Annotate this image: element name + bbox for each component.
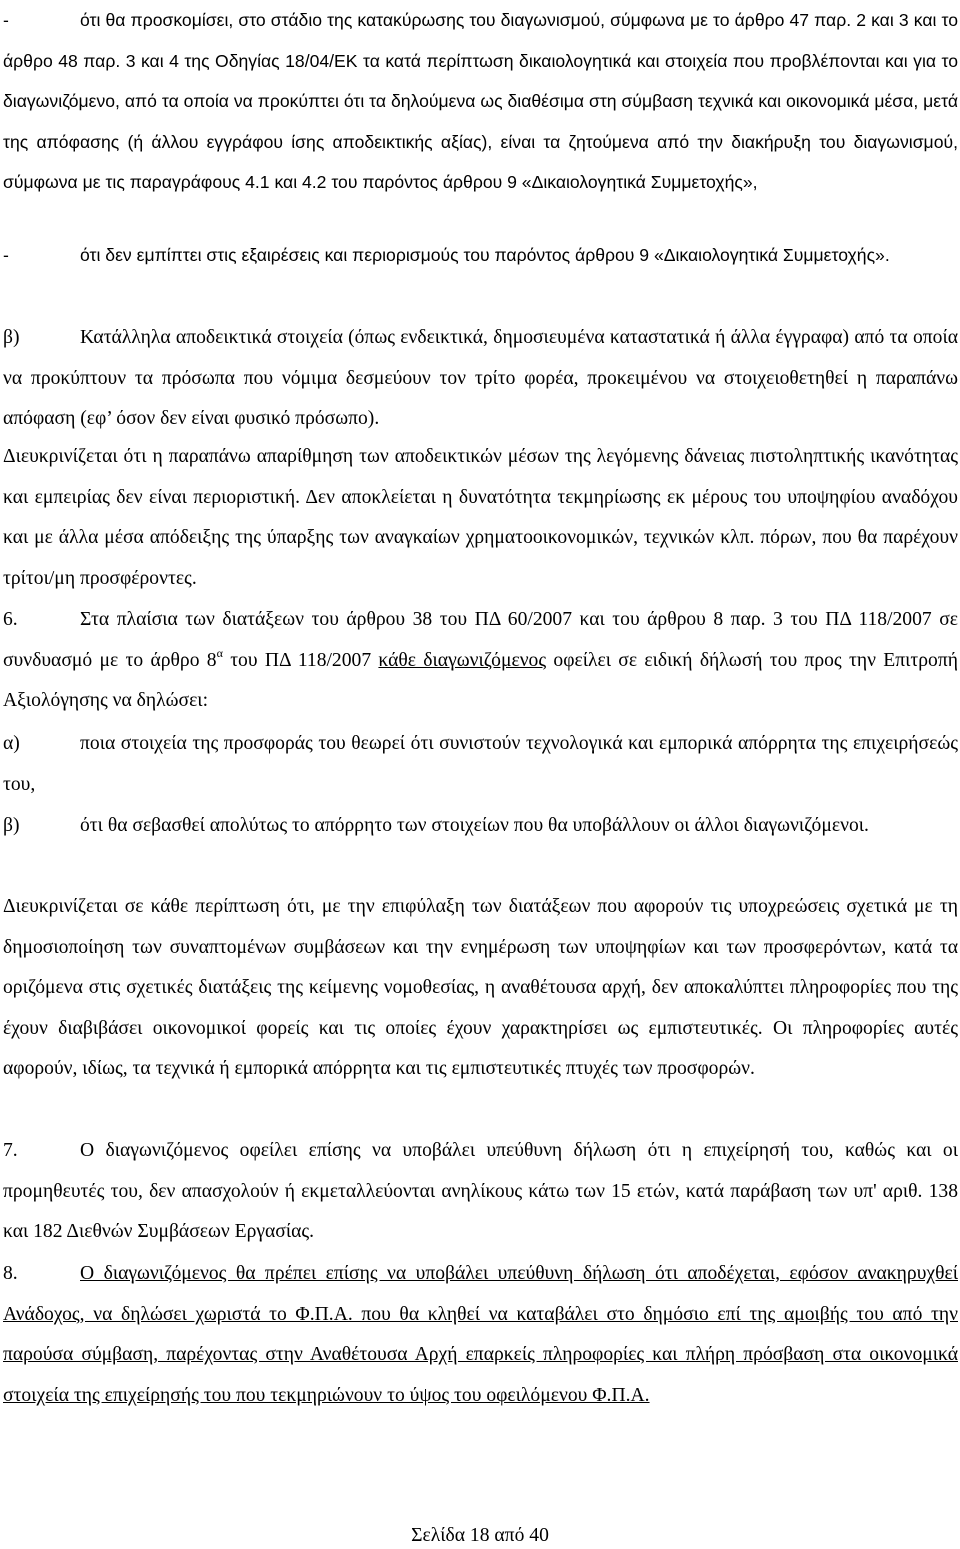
underlined-text: Ο διαγωνιζόμενος θα πρέπει επίσης να υποβάλει υπεύθυνη δήλωση ότι αποδέχεται, εφόσον ανακηρυχθεί Ανάδοχος, να δηλώσει χωριστά το Φ.Π.Α. που θα κληθεί να καταβάλει στο δημόσιο επί της αμοιβής του από την παρούσα σύμβαση, παρέχοντας στην Αναθέτουσα Αρχή επαρκείς πληροφορίες και πλήρη πρόσβαση στα οικονομικά στοιχεία της επιχείρησής του που τεκμηριώνουν το ύψος του οφειλόμενου Φ.Π.Α.	[3, 1263, 958, 1406]
item-marker: β)	[3, 815, 20, 836]
page-footer	[0, 1524, 960, 1548]
underlined-text: κάθε διαγωνιζόμενος	[378, 649, 547, 671]
bullet-marker: -	[3, 245, 9, 265]
paragraph-text: ότι θα σεβασθεί απολύτως το απόρρητο των στοιχείων που θα υποβάλλουν οι άλλοι διαγωνιζόμενοι.	[80, 815, 869, 836]
paragraph-a	[3, 724, 958, 805]
item-marker: α)	[3, 733, 20, 754]
paragraph-b-2	[3, 806, 958, 847]
paragraph-section-7	[3, 1131, 958, 1253]
paragraph-text: ότι δεν εμπίπτει στις εξαιρέσεις και περιορισμούς του παρόντος άρθρου 9 «Δικαιολογητικά Συμμετοχής».	[80, 245, 890, 265]
paragraph-text: Κατάλληλα αποδεικτικά στοιχεία (όπως ενδεικτικά, δημοσιευμένα καταστατικά ή άλλα έγγραφα) από τα οποία να προκύπτουν τα πρόσωπα που νόμιμα δεσμεύουν τον τρίτο φορέα, προκειμένου να στοιχειοθετηθεί η παραπάνω απόφαση (εφ’ όσον δεν είναι φυσικό πρόσωπο).	[3, 327, 958, 429]
paragraph-text: Διευκρινίζεται σε κάθε περίπτωση ότι, με την επιφύλαξη των διατάξεων που αφορούν τις υποχρεώσεις σχετικά με τη δημοσιοποίηση των συναπτομένων συμβάσεων και την ενημέρωση των υποψηφίων και των προσφερόντων, κατά τα οριζόμενα στις σχετικές διατάξεις της κείμενης νομοθεσίας, η αναθέτουσα αρχή, δεν αποκαλύπτει πληροφορίες που της έχουν διαβιβάσει οικονομικοί φορείς και τις οποίες έχουν χαρακτηρίσει ως εμπιστευτικές. Οι πληροφορίες αυτές αφορούν, ιδίως, τα τεχνικά ή εμπορικά απόρρητα και τις εμπιστευτικές πτυχές των προσφορών.	[3, 896, 958, 1079]
paragraph-b	[3, 318, 958, 440]
paragraph-section-6	[3, 600, 958, 722]
paragraph-clarification-2	[3, 887, 958, 1090]
paragraph-clarification-1	[3, 437, 958, 599]
paragraph-text: ποια στοιχεία της προσφοράς του θεωρεί ότι συνιστούν τεχνολογικά και εμπορικά απόρρητα της επιχειρήσεώς του,	[3, 733, 958, 795]
superscript: α	[216, 645, 223, 660]
section-number: 8.	[3, 1263, 18, 1284]
section-number: 7.	[3, 1140, 18, 1161]
paragraph-text: του ΠΔ 118/2007	[222, 649, 379, 671]
paragraph-text: οφείλει σε ειδική δήλωσή του προς την Επιτροπή Αξιολόγησης να δηλώσει:	[3, 649, 958, 711]
item-marker: β)	[3, 327, 20, 348]
paragraph-section-8	[3, 1254, 958, 1416]
bullet-marker: -	[3, 10, 9, 30]
paragraph-text: Στα πλαίσια των διατάξεων του άρθρου 38 του ΠΔ 60/2007 και του άρθρου 8 παρ. 3 του ΠΔ 118/2007 σε συνδυασμό με το άρθρο 8	[3, 609, 958, 671]
paragraph-text: Ο διαγωνιζόμενος οφείλει επίσης να υποβάλει υπεύθυνη δήλωση ότι η επιχείρησή του, καθώς και οι προμηθευτές του, δεν απασχολούν ή εκμεταλλεύονται ανηλίκους κάτω των 15 ετών, κατά παράβαση των υπ' αριθ. 138 και 182 Διεθνών Συμβάσεων Εργασίας.	[3, 1140, 958, 1242]
paragraph-text: Διευκρινίζεται ότι η παραπάνω απαρίθμηση των αποδεικτικών μέσων της λεγόμενης δάνειας πιστοληπτικής ικανότητας και εμπειρίας δεν είναι περιοριστική. Δεν αποκλείεται η δυνατότητα τεκμηρίωσης εκ μέρους του υποψηφίου αναδόχου και με άλλα μέσα απόδειξης της ύπαρξης των αναγκαίων χρηματοοικονομικών, τεχνικών κλπ. πόρων, που θα παρέχουν τρίτοι/μη προσφέροντες.	[3, 446, 958, 589]
paragraph-bullet-1	[3, 0, 958, 203]
section-number: 6.	[3, 609, 18, 630]
paragraph-bullet-2	[3, 235, 958, 276]
page-number: Σελίδα 18 από 40	[411, 1525, 549, 1546]
paragraph-text: ότι θα προσκομίσει, στο στάδιο της κατακύρωσης του διαγωνισμού, σύμφωνα με το άρθρο 47 παρ. 2 και 3 και το άρθρο 48 παρ. 3 και 4 της Οδηγίας 18/04/ΕΚ τα κατά περίπτωση δικαιολογητικά και στοιχεία που προβλέπονται και για το διαγωνιζόμενο, από τα οποία να προκύπτει ότι τα δηλούμενα ως διαθέσιμα στη σύμβαση τεχνικά και οικονομικά μέσα, μετά της απόφασης (ή άλλου εγγράφου ίσης αποδεικτικής αξίας), είναι τα ζητούμενα από την διακήρυξη του διαγωνισμού, σύμφωνα με τις παραγράφους 4.1 και 4.2 του παρόντος άρθρου 9 «Δικαιολογητικά Συμμετοχής»,	[3, 10, 958, 192]
